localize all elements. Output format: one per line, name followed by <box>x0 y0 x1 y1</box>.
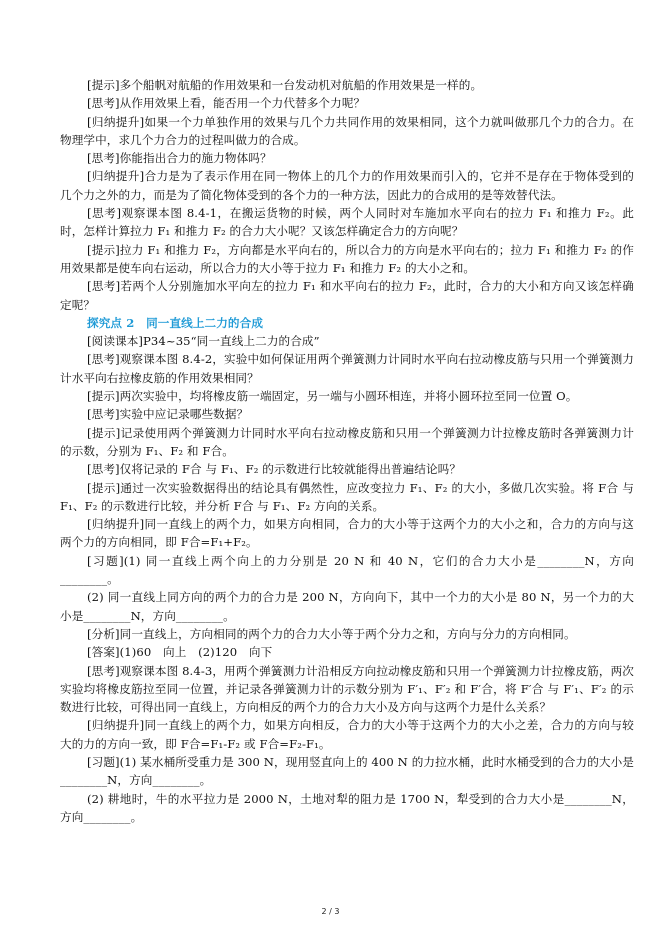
paragraph: [思考]观察课本图 8.4-1，在搬运货物的时候，两个人同时对车施加水平向右的拉力 F₁ 和推力 F₂。此时，怎样计算拉力 F₁ 和推力 F₂ 的合力大小呢？又该怎样确定合力的方向呢？ <box>60 206 634 239</box>
exercise: (2) 耕地时，牛的水平拉力是 2000 N，土地对犁的阻力是 1700 N，犁受到的合力大小是________N，方向________。 <box>60 791 634 824</box>
paragraph: [思考]从作用效果上看，能否用一个力代替多个力呢？ <box>87 96 366 111</box>
analysis: [分析]同一直线上，方向相同的两个力的合力大小等于两个分力之和，方向与分力的方向相同。 <box>87 626 576 641</box>
section-heading: 探究点 2 同一直线上二力的合成 <box>87 315 264 330</box>
exercise: (2) 同一直线上同方向的两个力的合力是 200 N，方向向下，其中一个力的大小是 80 N，另一个力的大小是________N，方向________。 <box>60 590 634 623</box>
paragraph: [思考]实验中应记录哪些数据？ <box>87 407 249 422</box>
paragraph: [思考]仅将记录的 F合 与 F₁、F₂ 的示数进行比较就能得出普遍结论吗？ <box>87 462 462 477</box>
paragraph: [思考]若两个人分别施加水平向左的拉力 F₁ 和水平向右的拉力 F₂，此时，合力的大小和方向又该怎样确定呢？ <box>60 279 634 312</box>
answer: [答案](1)60 向上 (2)120 向下 <box>87 645 273 660</box>
paragraph: [提示]记录使用两个弹簧测力计同时水平向右拉动橡皮筋和只用一个弹簧测力计拉橡皮筋时各弹簧测力计的示数，分别为 F₁、F₂ 和 F合。 <box>60 425 634 458</box>
document-body <box>60 76 634 826</box>
exercise: [习题](1) 某水桶所受重力是 300 N，现用竖直向上的 400 N 的力拉水桶，此时水桶受到的合力的大小是________N，方向________。 <box>60 754 634 788</box>
paragraph: [思考]观察课本图 8.4-3，用两个弹簧测力计沿相反方向拉动橡皮筋和只用一个弹簧测力计拉橡皮筋，两次实验均将橡皮筋拉至同一位置，并记录各弹簧测力计的示数分别为 F′₁、F′₂ 和 F′合，将 F′合 与 F′₁、F′₂ 的示数进行比较，可得出同一直线上，方向相反的两个力的合力大小及方向与这两个力是什么关系？ <box>60 663 634 715</box>
paragraph: [归纳提升]合力是为了表示作用在同一物体上的几个力的作用效果而引入的，它并不是存在于物体受到的几个力之外的力，而是为了简化物体受到的各个力的一种方法，因此力的合成用的是等效替代法。 <box>60 169 634 202</box>
paragraph: [思考]你能指出合力的施力物体吗？ <box>87 151 272 166</box>
paragraph: [归纳提升]如果一个力单独作用的效果与几个力共同作用的效果相同，这个力就叫做那几个力的合力。在物理学中，求几个力合力的过程叫做力的合成。 <box>60 114 634 147</box>
paragraph: [归纳提升]同一直线上的两个力，如果方向相反，合力的大小等于这两个力的大小之差，合力的方向与较大的力的方向一致，即 F合=F₁-F₂ 或 F合=F₂-F₁。 <box>60 718 634 751</box>
paragraph: [思考]观察课本图 8.4-2，实验中如何保证用两个弹簧测力计同时水平向右拉动橡皮筋与只用一个弹簧测力计水平向右拉橡皮筋的作用效果相同？ <box>60 352 634 385</box>
page-number: 2 / 3 <box>321 907 340 916</box>
paragraph: [阅读课本]P34~35“同一直线上二力的合成” <box>87 334 320 349</box>
paragraph: [提示]多个船帆对航船的作用效果和一台发动机对航船的作用效果是一样的。 <box>87 78 483 92</box>
paragraph: [归纳提升]同一直线上的两个力，如果方向相同，合力的大小等于这两个力的大小之和，合力的方向与这两个力的方向相同，即 F合=F₁+F₂。 <box>60 517 634 550</box>
exercise: [习题](1) 同一直线上两个向上的力分别是 20 N 和 40 N，它们的合力大小是________N，方向________。 <box>60 553 634 587</box>
paragraph: [提示]拉力 F₁ 和推力 F₂，方向都是水平向右的，所以合力的方向是水平向右的；拉力 F₁ 和推力 F₂ 的作用效果都是使车向右运动，所以合力的大小等于拉力 F₁ 和推力 F₂ 的大小之和。 <box>60 242 634 275</box>
paragraph: [提示]两次实验中，均将橡皮筋一端固定，另一端与小圆环相连，并将小圆环拉至同一位置 O。 <box>87 389 578 404</box>
paragraph: [提示]通过一次实验数据得出的结论具有偶然性，应改变拉力 F₁、F₂ 的大小，多做几次实验。将 F合 与 F₁、F₂ 的示数进行比较，并分析 F合 与 F₁、F₂ 方向的关系。 <box>60 480 634 513</box>
